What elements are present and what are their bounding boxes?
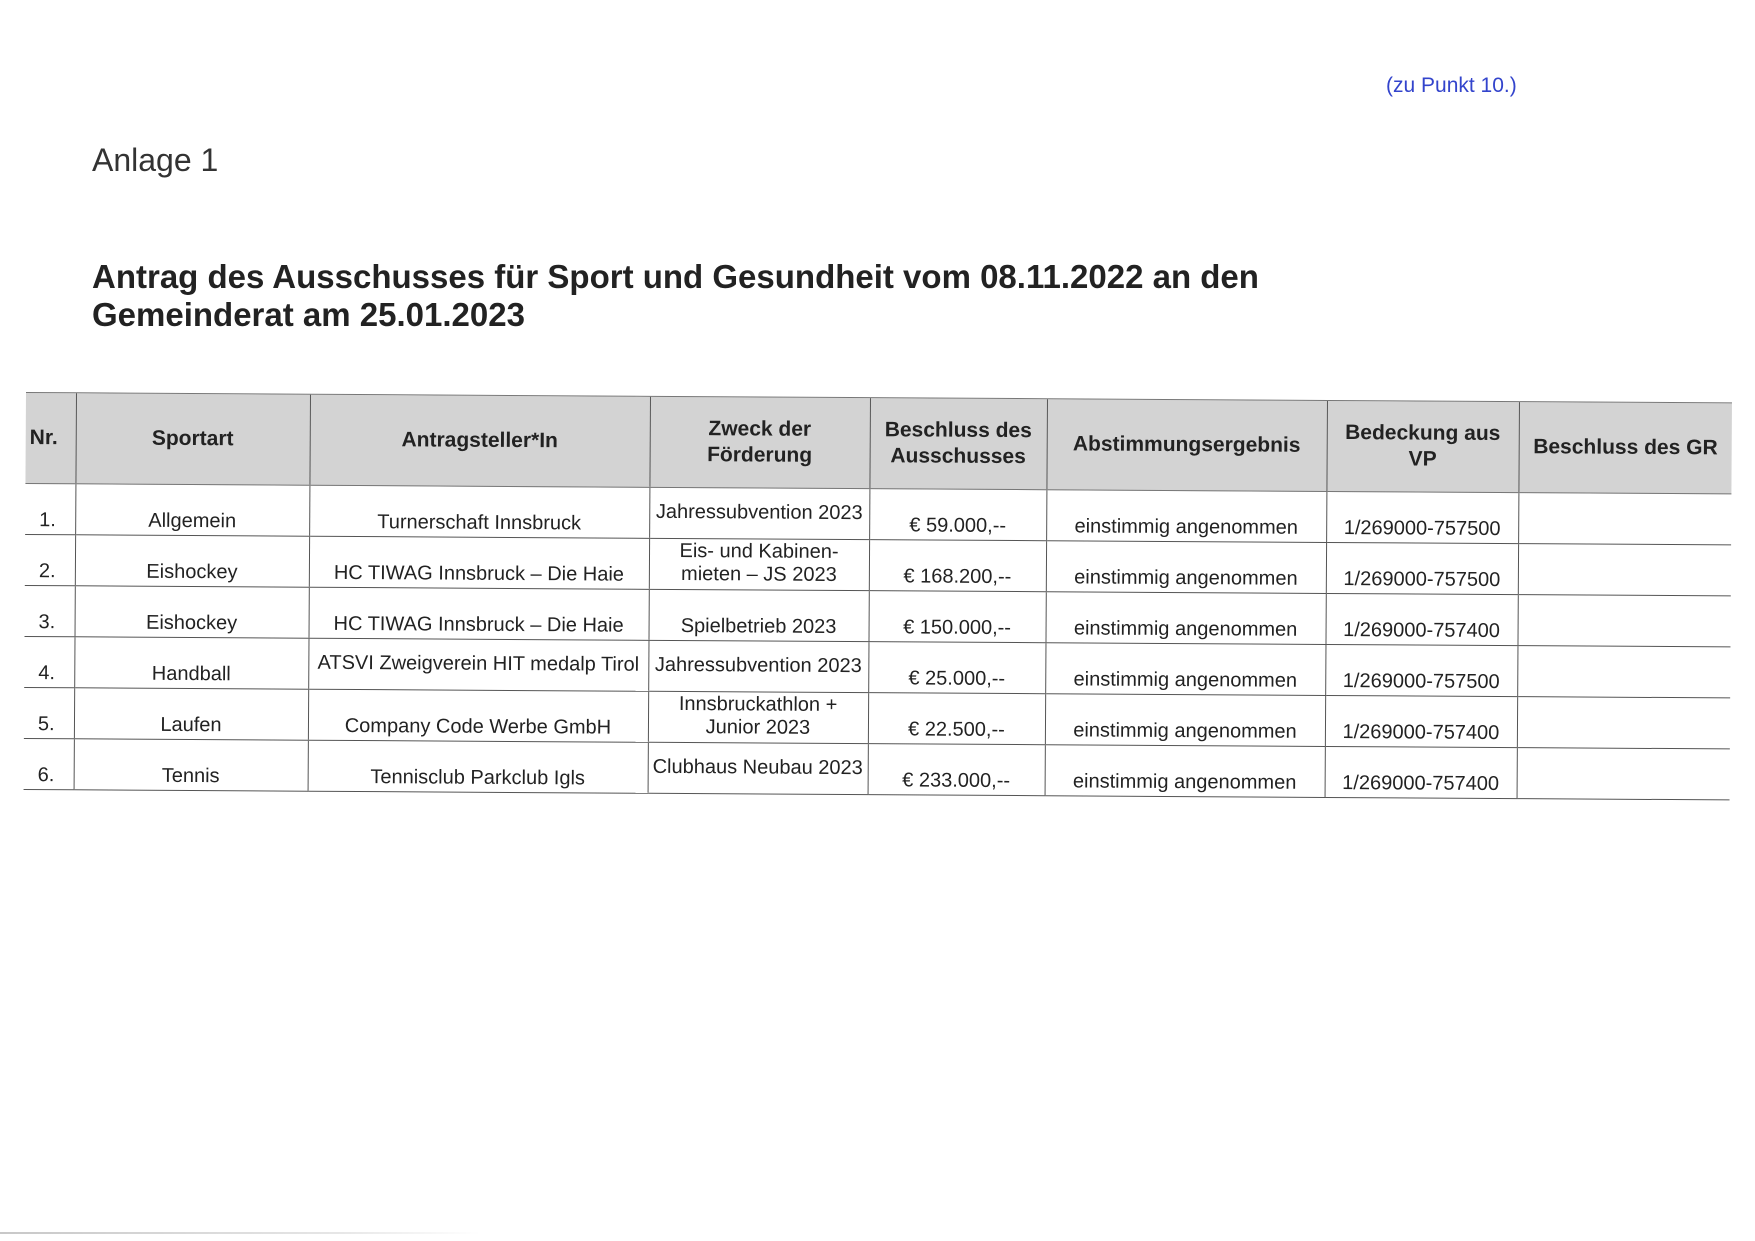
cell-bedeckung: 1/269000-757400 — [1325, 593, 1517, 645]
cell-beschluss-gr — [1517, 697, 1730, 749]
cell-abstimmung: einstimmig angenommen — [1046, 541, 1326, 594]
cell-zweck: Jahressubvention 2023 — [648, 640, 868, 692]
cell-antragsteller: HC TIWAG Innsbruck – Die Haie — [309, 536, 649, 589]
cell-abstimmung: einstimmig angenommen — [1045, 643, 1325, 696]
header-sportart: Sportart — [75, 393, 310, 485]
cell-beschluss: € 25.000,-- — [868, 642, 1045, 694]
cell-beschluss: € 22.500,-- — [868, 693, 1045, 745]
cell-beschluss-gr — [1517, 748, 1730, 800]
cell-abstimmung: einstimmig angenommen — [1045, 745, 1325, 798]
header-abstimmung: Abstimmungsergebnis — [1046, 399, 1327, 492]
table-header-row — [25, 393, 1732, 494]
cell-abstimmung: einstimmig angenommen — [1045, 694, 1325, 747]
cell-nr: 4. — [24, 636, 74, 687]
cell-abstimmung: einstimmig angenommen — [1045, 592, 1325, 645]
header-bedeckung: Bedeckung aus VP — [1326, 400, 1519, 492]
cell-beschluss-gr — [1518, 544, 1731, 596]
cell-beschluss-gr — [1517, 595, 1730, 647]
cell-nr: 2. — [25, 534, 75, 585]
cell-sportart: Eishockey — [75, 535, 309, 587]
header-zweck: Zweck der Förderung — [649, 396, 870, 488]
cell-nr: 6. — [24, 738, 74, 789]
cell-beschluss: € 150.000,-- — [868, 591, 1045, 643]
cell-bedeckung: 1/269000-757500 — [1326, 542, 1518, 594]
funding-table-container — [24, 392, 1732, 800]
funding-table — [24, 392, 1732, 800]
header-nr: Nr. — [25, 393, 76, 484]
cell-zweck: Innsbruckathlon + Junior 2023 — [648, 691, 868, 743]
cell-beschluss: € 233.000,-- — [868, 744, 1045, 796]
cell-sportart: Handball — [74, 637, 308, 689]
cell-antragsteller: Company Code Werbe GmbH — [308, 689, 648, 742]
cell-zweck: Clubhaus Neubau 2023 — [648, 742, 868, 794]
cell-bedeckung: 1/269000-757400 — [1325, 695, 1517, 747]
cell-beschluss-gr — [1518, 493, 1731, 545]
cell-nr: 3. — [25, 585, 75, 636]
cell-antragsteller: Turnerschaft Innsbruck — [309, 485, 649, 538]
cell-sportart: Laufen — [74, 688, 308, 740]
cell-abstimmung: einstimmig angenommen — [1046, 490, 1326, 543]
cell-zweck: Spielbetrieb 2023 — [648, 589, 868, 641]
document-title: Antrag des Ausschusses für Sport und Gesundheit vom 08.11.2022 an den Gemeinderat am 25.01.2023 — [92, 258, 1259, 333]
cell-beschluss-gr — [1517, 646, 1730, 698]
cell-beschluss: € 59.000,-- — [869, 489, 1046, 541]
cell-zweck: Jahressubvention 2023 — [649, 487, 869, 539]
header-antragsteller: Antragsteller*In — [309, 394, 650, 487]
cell-beschluss: € 168.200,-- — [869, 540, 1046, 592]
scan-edge-line — [0, 1232, 480, 1234]
cell-bedeckung: 1/269000-757500 — [1326, 491, 1518, 543]
cell-antragsteller: ATSVI Zweigverein HIT medalp Tirol — [308, 638, 648, 691]
cell-zweck: Eis- und Kabinen-mieten – JS 2023 — [649, 538, 869, 590]
header-beschluss-ausschuss: Beschluss des Ausschusses — [869, 398, 1047, 490]
header-beschluss-gr: Beschluss des GR — [1518, 402, 1732, 494]
cell-nr: 5. — [24, 687, 74, 738]
cell-antragsteller: HC TIWAG Innsbruck – Die Haie — [309, 587, 649, 640]
cell-sportart: Tennis — [74, 739, 308, 791]
table-row — [24, 738, 1730, 799]
cell-bedeckung: 1/269000-757500 — [1325, 644, 1517, 696]
page-reference: (zu Punkt 10.) — [1386, 74, 1517, 97]
cell-bedeckung: 1/269000-757400 — [1325, 746, 1517, 798]
cell-sportart: Allgemein — [75, 484, 309, 536]
cell-nr: 1. — [25, 483, 75, 534]
cell-sportart: Eishockey — [75, 586, 309, 638]
attachment-label: Anlage 1 — [92, 142, 219, 178]
cell-antragsteller: Tennisclub Parkclub Igls — [308, 740, 648, 793]
